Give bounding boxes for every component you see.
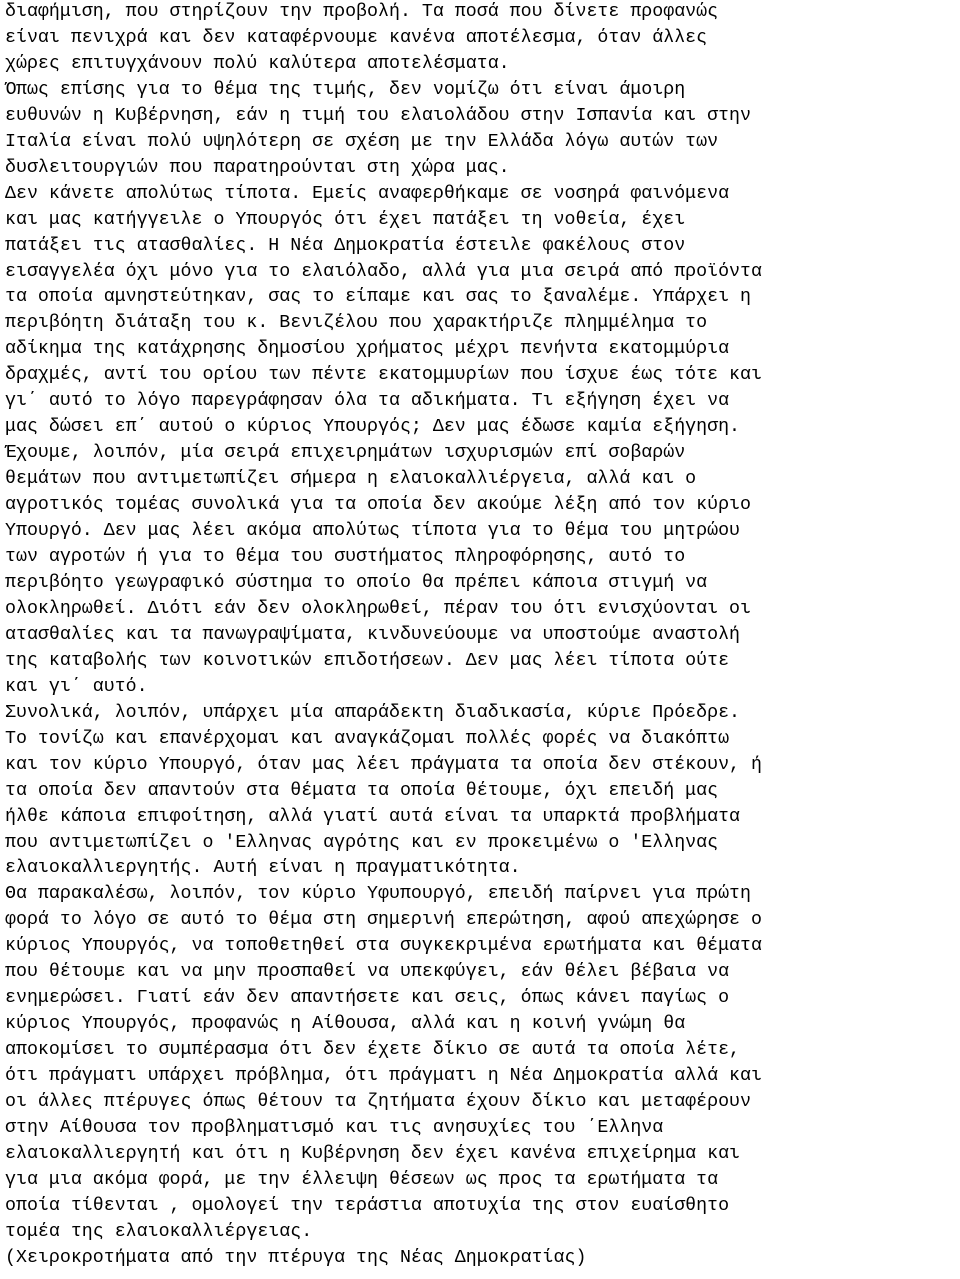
text-line: διαφήμιση, που στηρίζουν την προβολή. Τα ποσά που δίνετε προφανώς <box>5 2 719 22</box>
text-line: Συνολικά, λοιπόν, υπάρχει μία απαράδεκτη διαδικασία, κύριε Πρόεδρε. <box>5 702 741 723</box>
text-line: κύριος Υπουργός, προφανώς η Αίθουσα, αλλά και η κοινή γνώμη θα <box>5 1014 686 1035</box>
text-line: Το τονίζω και επανέρχομαι και αναγκάζομαι πολλές φορές να διακόπτω <box>5 728 730 749</box>
text-line: οποία τίθενται , ομολογεί την τεράστια αποτυχία της στον ευαίσθητο <box>5 1195 730 1216</box>
text-line: των αγροτών ή για το θέμα του συστήματος πληροφόρησης, αυτό το <box>5 547 686 568</box>
text-line: ολοκληρωθεί. Διότι εάν δεν ολοκληρωθεί, πέραν του ότι ενισχύονται οι <box>5 598 751 619</box>
text-line: αγροτικός τομέας συνολικά για τα οποία δεν ακούμε λέξη από τον κύριο <box>5 495 751 516</box>
text-line: χώρες επιτυγχάνουν πολύ καλύτερα αποτελέσματα. <box>5 53 510 74</box>
text-line: ελαιοκαλλιεργητή και ότι η Κυβέρνηση δεν έχει κανένα επιχείρημα και <box>5 1143 741 1164</box>
text-line: Έχουμε, λοιπόν, μία σειρά επιχειρημάτων ισχυρισμών επί σοβαρών <box>5 443 686 464</box>
text-line: Δεν κάνετε απολύτως τίποτα. Εμείς αναφερθήκαμε σε νοσηρά φαινόμενα <box>5 183 730 204</box>
text-line: φορά το λόγο σε αυτό το θέμα στη σημερινή επερώτηση, αφού απεχώρησε ο <box>5 910 762 931</box>
text-line: δραχμές, αντί του ορίου των πέντε εκατομμυρίων που ίσχυε έως τότε και <box>5 365 762 386</box>
text-line: και γι΄ αυτό. <box>5 676 148 697</box>
text-line: εισαγγελέα όχι μόνο για το ελαιόλαδο, αλλά για μια σειρά από προϊόντα <box>5 261 762 282</box>
text-line: ότι πράγματι υπάρχει πρόβλημα, ότι πράγματι η Νέα Δημοκρατία αλλά και <box>5 1066 762 1087</box>
text-line: Θα παρακαλέσω, λοιπόν, τον κύριο Υφυπουργό, επειδή παίρνει για πρώτη <box>5 884 751 905</box>
text-line: κύριος Υπουργός, να τοποθετηθεί στα συγκεκριμένα ερωτήματα και θέματα <box>5 936 762 957</box>
text-line: τα οποία αμνηστεύτηκαν, σας το είπαμε και σας το ξαναλέμε. Υπάρχει η <box>5 287 751 308</box>
text-line: που θέτουμε και να μην προσπαθεί να υπεκφύγει, εάν θέλει βέβαια να <box>5 962 730 983</box>
text-line: που αντιμετωπίζει ο 'Ελληνας αγρότης και εν προκειμένω ο 'Ελληνας <box>5 832 719 853</box>
text-line: Υπουργό. Δεν μας λέει ακόμα απολύτως τίποτα για το θέμα του μητρώου <box>5 521 741 542</box>
text-line: και τον κύριο Υπουργό, όταν μας λέει πράγματα τα οποία δεν στέκουν, ή <box>5 754 762 775</box>
text-line: αδίκημα της κατάχρησης δημοσίου χρήματος μέχρι πενήντα εκατομμύρια <box>5 339 730 360</box>
text-line: στην Αίθουσα τον προβληματισμό και τις ανησυχίες του ΄Ελληνα <box>5 1117 664 1138</box>
text-line: θεμάτων που αντιμετωπίζει σήμερα η ελαιοκαλλιέργεια, αλλά και ο <box>5 469 697 490</box>
text-line: Όπως επίσης για το θέμα της τιμής, δεν νομίζω ότι είναι άμοιρη <box>5 79 686 100</box>
text-line: ευθυνών η Κυβέρνηση, εάν η τιμή του ελαιολάδου στην Ισπανία και στην <box>5 105 751 126</box>
text-line: είναι πενιχρά και δεν καταφέρνουμε κανένα αποτέλεσμα, όταν άλλες <box>5 27 708 48</box>
text-line: μας δώσει επ΄ αυτού ο κύριος Υπουργός; Δεν μας έδωσε καμία εξήγηση. <box>5 417 741 438</box>
text-line: ατασθαλίες και τα πανωγραψίματα, κινδυνεύουμε να υποστούμε αναστολή <box>5 624 741 645</box>
text-line: αποκομίσει το συμπέρασμα ότι δεν έχετε δίκιο σε αυτά τα οποία λέτε, <box>5 1040 741 1061</box>
text-line: τομέα της ελαιοκαλλιέργειας. <box>5 1221 313 1242</box>
text-line: γι΄ αυτό το λόγο παρεγράφησαν όλα τα αδικήματα. Τι εξήγηση έχει να <box>5 391 730 412</box>
text-line: περιβόητη διάταξη του κ. Βενιζέλου που χαρακτήριζε πλημμέλημα το <box>5 313 708 334</box>
text-line: περιβόητο γεωγραφικό σύστημα το οποίο θα πρέπει κάποια στιγμή να <box>5 572 708 593</box>
text-line: της καταβολής των κοινοτικών επιδοτήσεων. Δεν μας λέει τίποτα ούτε <box>5 650 730 671</box>
text-line: πατάξει τις ατασθαλίες. Η Νέα Δημοκρατία έστειλε φακέλους στον <box>5 235 686 256</box>
text-line: για μια ακόμα φορά, με την έλλειψη θέσεων ως προς τα ερωτήματα τα <box>5 1169 719 1190</box>
text-line: τα οποία δεν απαντούν στα θέματα τα οποία θέτουμε, όχι επειδή μας <box>5 780 719 801</box>
text-line: Ιταλία είναι πολύ υψηλότερη σε σχέση με την Ελλάδα λόγω αυτών των <box>5 131 719 152</box>
text-line: δυσλειτουργιών που παρατηρούνται στη χώρα μας. <box>5 157 510 178</box>
text-line: ενημερώσει. Γιατί εάν δεν απαντήσετε και σεις, όπως κάνει παγίως ο <box>5 988 730 1009</box>
text-line: και μας κατήγγειλε ο Υπουργός ότι έχει πατάξει τη νοθεία, έχει <box>5 209 686 230</box>
text-line: ήλθε κάποια επιφοίτηση, αλλά γιατί αυτά είναι τα υπαρκτά προβλήματα <box>5 806 741 827</box>
text-line: οι άλλες πτέρυγες όπως θέτουν τα ζητήματα έχουν δίκιο και μεταφέρουν <box>5 1092 751 1113</box>
text-line: ελαιοκαλλιεργητής. Αυτή είναι η πραγματικότητα. <box>5 858 521 879</box>
text-line: (Χειροκροτήματα από την πτέρυγα της Νέας Δημοκρατίας) <box>5 1247 587 1268</box>
